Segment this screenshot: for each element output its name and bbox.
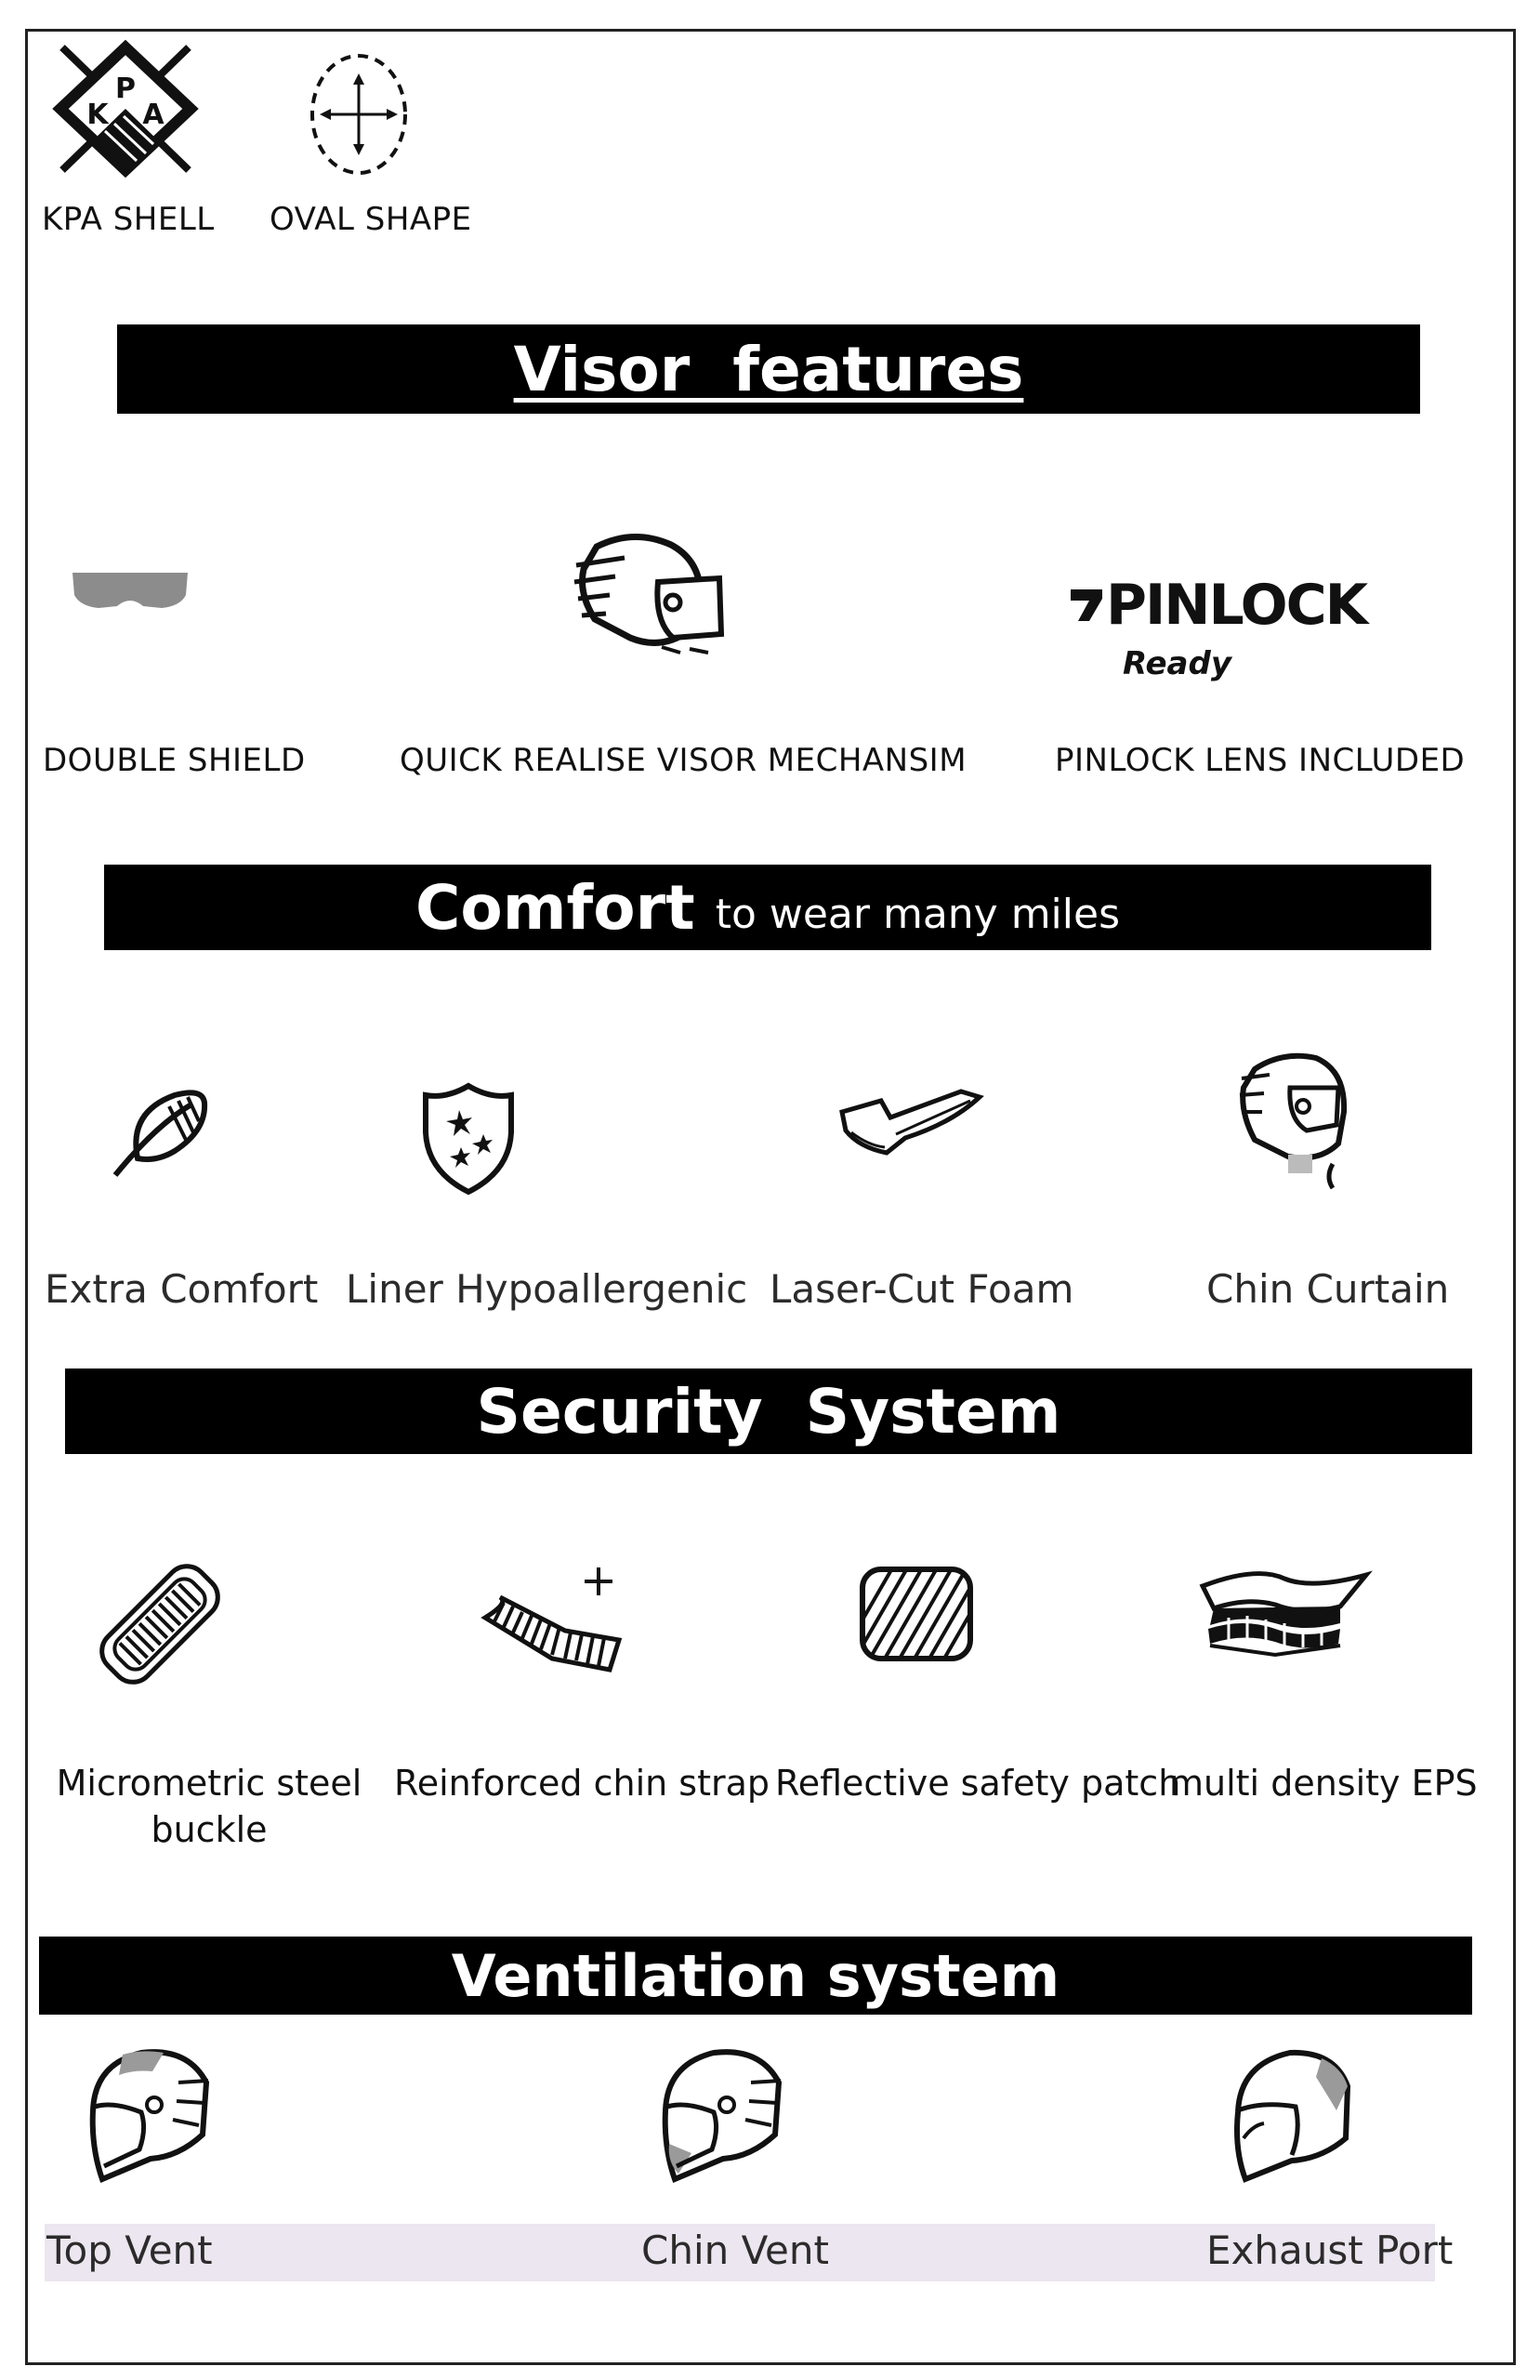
comfort-subtitle: to wear many miles — [715, 890, 1120, 938]
micrometric-buckle-line2: buckle — [151, 1809, 268, 1850]
svg-text:K: K — [86, 99, 109, 131]
chin-strap-icon — [481, 1566, 623, 1675]
double-shield-icon — [71, 569, 190, 615]
micrometric-buckle-label — [56, 1763, 362, 1850]
top-vent-label: Top Vent — [46, 2228, 213, 2273]
security-system-title: Security System — [476, 1375, 1061, 1448]
chin-curtain-label: Chin Curtain — [1206, 1266, 1450, 1312]
multi-density-eps-label: multi density EPS — [1169, 1763, 1478, 1804]
pinlock-lens-label: PINLOCK LENS INCLUDED — [1055, 742, 1466, 779]
buckle-icon — [97, 1562, 223, 1686]
micrometric-buckle-line1: Micrometric steel — [56, 1763, 362, 1804]
ventilation-system-title: Ventilation system — [451, 1941, 1060, 2010]
helmet-chin-vent-icon — [658, 2045, 788, 2185]
helmet-top-vent-icon — [86, 2045, 216, 2185]
oval-shape-label: OVAL SHAPE — [270, 201, 472, 238]
helmet-chin-curtain-icon — [1236, 1047, 1349, 1196]
quick-release-visor-label: QUICK REALISE VISOR MECHANSIM — [400, 742, 967, 779]
security-system-banner — [65, 1368, 1472, 1454]
svg-text:A: A — [142, 99, 165, 131]
svg-text:P: P — [115, 73, 136, 105]
reinforced-chin-strap-label: Reinforced chin strap — [394, 1763, 770, 1804]
helmet-exhaust-port-icon — [1225, 2045, 1355, 2185]
comfort-title: Comfort — [415, 871, 695, 944]
oval-shape-icon — [307, 51, 411, 178]
reflective-patch-icon — [859, 1566, 974, 1662]
liner-hypoallergenic-label: Liner Hypoallergenic — [346, 1266, 748, 1312]
extra-comfort-label: Extra Comfort — [45, 1266, 319, 1312]
laser-cut-foam-label: Laser-Cut Foam — [770, 1266, 1074, 1312]
pinlock-brand: PINLOCK — [1106, 573, 1367, 638]
visor-features-banner — [117, 324, 1420, 414]
chin-vent-label: Chin Vent — [641, 2228, 829, 2273]
kpa-shell-icon — [51, 42, 200, 181]
kpa-shell-label: KPA SHELL — [42, 201, 215, 238]
reflective-patch-label: Reflective safety patch — [775, 1763, 1181, 1804]
foam-icon — [840, 1086, 983, 1157]
eps-layers-icon — [1201, 1558, 1368, 1664]
shield-icon — [420, 1082, 517, 1196]
exhaust-port-label: Exhaust Port — [1206, 2228, 1454, 2273]
visor-features-title: Visor features — [513, 333, 1024, 405]
ventilation-system-banner — [39, 1937, 1472, 2015]
pinlock-hook-icon — [1067, 584, 1106, 627]
double-shield-label: DOUBLE SHIELD — [43, 742, 306, 779]
helmet-visor-icon — [569, 528, 727, 663]
comfort-banner — [104, 865, 1431, 950]
feather-icon — [110, 1084, 212, 1179]
pinlock-ready: Ready — [1123, 645, 1231, 682]
